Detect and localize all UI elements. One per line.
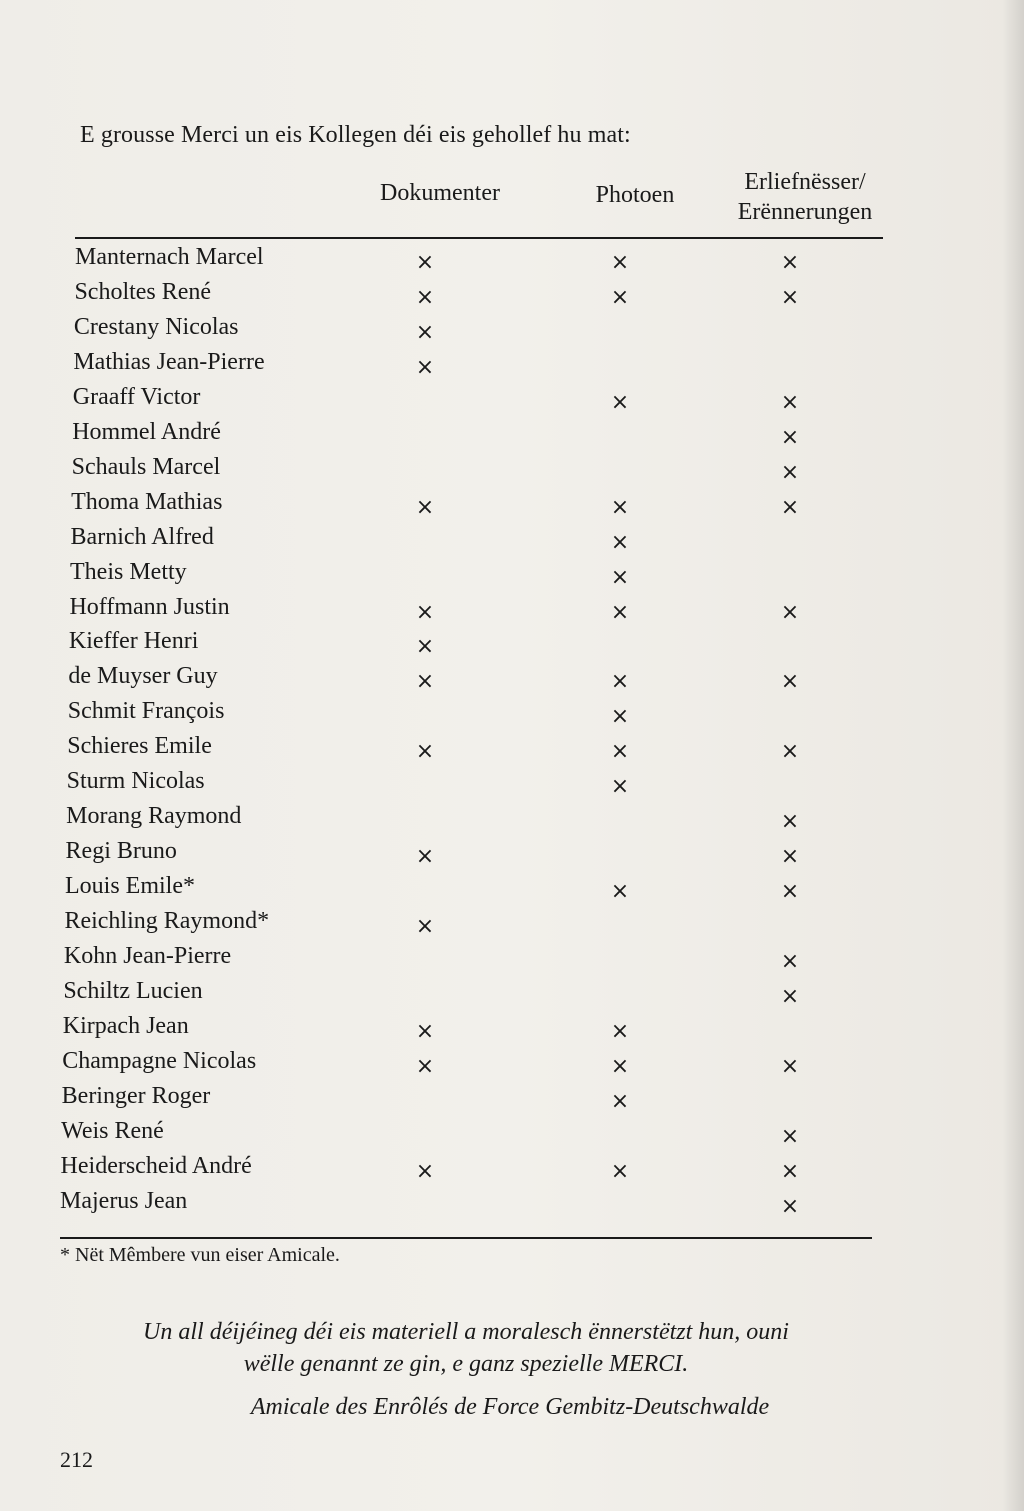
mark-erl: ×	[780, 1193, 800, 1219]
contributor-name: Scholtes René	[74, 278, 212, 305]
contributor-name: Regi Bruno	[65, 838, 177, 865]
table-row	[0, 1079, 1024, 1113]
intro-text: E grousse Merci un eis Kollegen déi eis gehollef hu mat:	[80, 122, 631, 148]
contributor-name: Sturm Nicolas	[66, 768, 205, 795]
table-row	[0, 485, 1024, 519]
mark-pho: ×	[610, 494, 630, 520]
mark-pho: ×	[610, 774, 630, 800]
contributor-name: Champagne Nicolas	[62, 1047, 257, 1074]
contributor-name: Heiderscheid André	[60, 1152, 252, 1179]
contributor-name: Beringer Roger	[61, 1082, 211, 1109]
contributor-name: Schieres Emile	[67, 733, 212, 760]
mark-pho: ×	[610, 704, 630, 730]
mark-pho: ×	[610, 669, 630, 695]
mark-dok: ×	[415, 914, 435, 940]
contributor-name: Kohn Jean-Pierre	[63, 943, 232, 969]
mark-dok: ×	[415, 1053, 435, 1079]
column-header-memories	[715, 167, 895, 227]
mark-erl: ×	[780, 250, 800, 275]
mark-dok: ×	[415, 844, 435, 870]
table-row	[0, 904, 1024, 938]
mark-dok: ×	[415, 1018, 435, 1044]
mark-erl: ×	[780, 879, 800, 905]
table-row	[0, 415, 1024, 449]
table-row	[0, 275, 1024, 309]
mark-pho: ×	[610, 879, 630, 905]
column-header-photos: Photoen	[595, 182, 675, 208]
table-row	[0, 799, 1024, 833]
mark-erl: ×	[780, 424, 800, 450]
mark-erl: ×	[780, 494, 800, 520]
mark-pho: ×	[610, 1158, 630, 1184]
closing-line-2: wëlle genannt ze gin, e ganz spezielle MERCI.	[243, 1351, 689, 1377]
column-header-memories-line1: Erliefnësser/	[744, 169, 866, 195]
contributor-name: Majerus Jean	[60, 1187, 188, 1214]
contributor-name: Kieffer Henri	[68, 628, 199, 655]
mark-erl: ×	[780, 599, 800, 625]
mark-dok: ×	[415, 1158, 435, 1184]
contributor-name: Barnich Alfred	[70, 523, 214, 550]
mark-dok: ×	[415, 250, 435, 275]
mark-pho: ×	[610, 1053, 630, 1079]
mark-erl: ×	[780, 1123, 800, 1149]
contributor-name: Louis Emile*	[65, 873, 195, 900]
organization-signature: Amicale des Enrôlés de Force Gembitz-Deutschwalde	[250, 1394, 770, 1420]
column-header-documents: Dokumenter	[380, 180, 500, 206]
contributor-name: Kirpach Jean	[62, 1012, 189, 1039]
mark-dok: ×	[415, 319, 435, 345]
mark-dok: ×	[415, 634, 435, 660]
table-row	[0, 380, 1024, 414]
table-row	[0, 694, 1024, 728]
mark-erl: ×	[780, 669, 800, 695]
mark-pho: ×	[610, 599, 630, 625]
mark-dok: ×	[415, 739, 435, 765]
mark-erl: ×	[780, 1158, 800, 1184]
contributor-name: Morang Raymond	[66, 803, 242, 830]
table-row	[0, 729, 1024, 763]
table-row	[0, 834, 1024, 868]
table-bottom-rule	[60, 1237, 872, 1239]
table-row	[0, 624, 1024, 658]
contributor-name: Crestany Nicolas	[73, 313, 239, 340]
table-row	[0, 1149, 1024, 1183]
contributor-name: Schmit François	[67, 698, 225, 725]
mark-pho: ×	[610, 529, 630, 555]
contributor-name: Schauls Marcel	[71, 453, 221, 480]
table-row	[0, 590, 1024, 624]
contributor-name: Manternach Marcel	[75, 244, 264, 270]
table-row	[0, 974, 1024, 1008]
mark-dok: ×	[415, 284, 435, 310]
closing-paragraph	[60, 1316, 872, 1380]
mark-erl: ×	[780, 949, 800, 974]
mark-erl: ×	[780, 459, 800, 485]
mark-pho: ×	[610, 250, 630, 275]
contributor-name: Hommel André	[72, 418, 221, 445]
table-row	[0, 764, 1024, 798]
contributor-name: Mathias Jean-Pierre	[73, 348, 265, 375]
contributor-name: Graaff Victor	[72, 383, 201, 410]
mark-erl: ×	[780, 844, 800, 870]
mark-erl: ×	[780, 983, 800, 1009]
mark-erl: ×	[780, 809, 800, 835]
table-row	[0, 869, 1024, 903]
footnote: * Nët Mêmbere vun eiser Amicale.	[60, 1244, 340, 1266]
table-row	[0, 1009, 1024, 1043]
column-header-memories-line2: Erënnerungen	[737, 199, 873, 225]
mark-pho: ×	[610, 739, 630, 765]
mark-dok: ×	[415, 354, 435, 380]
contributor-name: Reichling Raymond*	[64, 908, 270, 935]
contributor-name: de Muyser Guy	[68, 663, 218, 690]
contributor-name: Weis René	[61, 1117, 164, 1144]
mark-dok: ×	[415, 669, 435, 695]
mark-erl: ×	[780, 739, 800, 765]
mark-pho: ×	[610, 389, 630, 415]
contributor-name: Thoma Mathias	[71, 488, 223, 515]
mark-pho: ×	[610, 1088, 630, 1114]
mark-dok: ×	[415, 494, 435, 520]
table-row	[0, 1184, 1024, 1218]
contributor-name: Schiltz Lucien	[63, 977, 203, 1004]
contributor-name: Hoffmann Justin	[69, 593, 230, 620]
table-row	[0, 345, 1024, 379]
mark-erl: ×	[780, 389, 800, 415]
table-top-rule	[75, 237, 883, 239]
table-row	[0, 1114, 1024, 1148]
table-row	[0, 310, 1024, 344]
contributor-name: Theis Metty	[70, 558, 187, 585]
mark-pho: ×	[610, 564, 630, 590]
table-row	[0, 520, 1024, 554]
table-row	[0, 240, 1024, 274]
table-row	[0, 555, 1024, 589]
closing-line-1: Un all déijéineg déi eis materiell a moralesch ënnerstëtzt hun, ouni	[143, 1319, 789, 1345]
mark-dok: ×	[415, 599, 435, 625]
table-row	[0, 939, 1024, 973]
table-row	[0, 1044, 1024, 1078]
mark-erl: ×	[780, 284, 800, 310]
mark-erl: ×	[780, 1053, 800, 1079]
mark-pho: ×	[610, 284, 630, 310]
table-row	[0, 450, 1024, 484]
page-number: 212	[60, 1447, 93, 1472]
table-row	[0, 659, 1024, 693]
mark-pho: ×	[610, 1018, 630, 1044]
